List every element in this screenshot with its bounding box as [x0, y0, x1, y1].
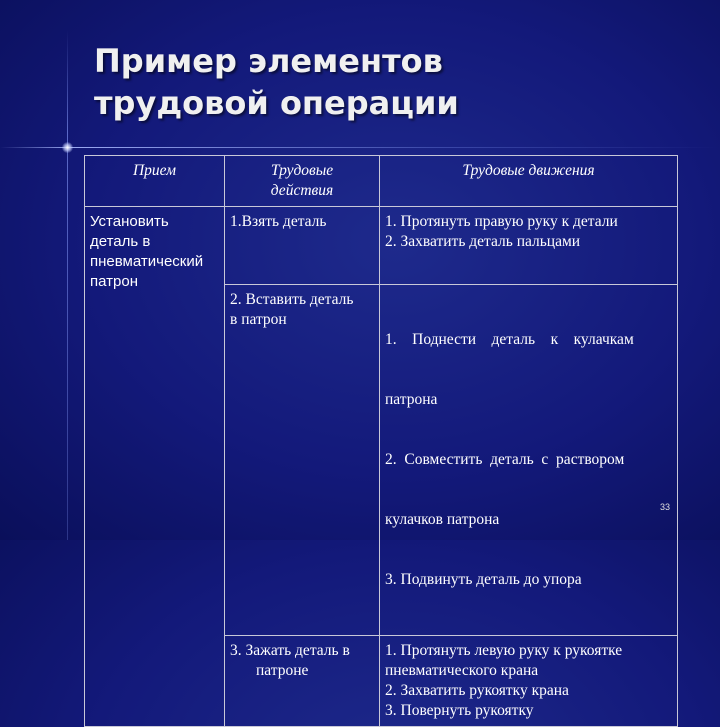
movement-cell	[380, 636, 678, 727]
technique-line: патрон	[90, 273, 138, 290]
slide-title-line-1: Пример элементов	[94, 42, 443, 80]
movement-line: 1. Поднести деталь к кулачкам	[385, 331, 634, 348]
header-actions-line-1: Трудовые	[270, 162, 334, 179]
slide-number: 33	[659, 502, 670, 512]
movement-line: 1. Протянуть левую руку к рукоятке	[385, 642, 623, 659]
action-cell	[225, 636, 380, 727]
action-line: 1.Взять деталь	[230, 213, 327, 230]
action-line: патроне	[256, 662, 309, 679]
movement-cell	[380, 285, 678, 636]
movement-line: 2. Совместить деталь с раствором	[385, 451, 625, 468]
header-technique: Прием	[85, 156, 225, 207]
decorative-horizontal-line	[0, 147, 720, 148]
action-line: 2. Вставить деталь	[230, 291, 354, 308]
movement-line: 2. Захватить деталь пальцами	[385, 233, 581, 250]
action-cell	[225, 285, 380, 636]
technique-line: деталь в	[90, 233, 151, 250]
movement-line: 3. Повернуть рукоятку	[385, 702, 534, 719]
table-header-row	[85, 156, 678, 207]
slide-title-line-2: трудовой операции	[94, 84, 459, 122]
movement-line: патрона	[385, 391, 438, 408]
action-cell	[225, 207, 380, 285]
header-movements: Трудовые движения	[380, 156, 678, 207]
movement-line: пневматического крана	[385, 662, 539, 679]
header-actions	[225, 156, 380, 207]
movement-line: 1. Протянуть правую руку к детали	[385, 213, 618, 230]
movement-line: 3. Подвинуть деталь до упора	[385, 571, 582, 588]
technique-line: пневматический	[90, 253, 204, 270]
action-line: в патрон	[230, 311, 287, 328]
sparkle-icon	[62, 142, 73, 153]
decorative-vertical-line	[67, 30, 68, 540]
movement-cell	[380, 207, 678, 285]
header-actions-line-2: действия	[270, 182, 334, 199]
operations-table	[84, 155, 678, 727]
action-line: 3. Зажать деталь в	[230, 642, 350, 659]
technique-line: Установить	[90, 213, 169, 230]
table-row	[85, 207, 678, 285]
movement-line: 2. Захватить рукоятку крана	[385, 682, 569, 699]
slide-title	[94, 40, 459, 124]
movement-line: кулачков патрона	[385, 511, 500, 528]
technique-cell	[85, 207, 225, 727]
